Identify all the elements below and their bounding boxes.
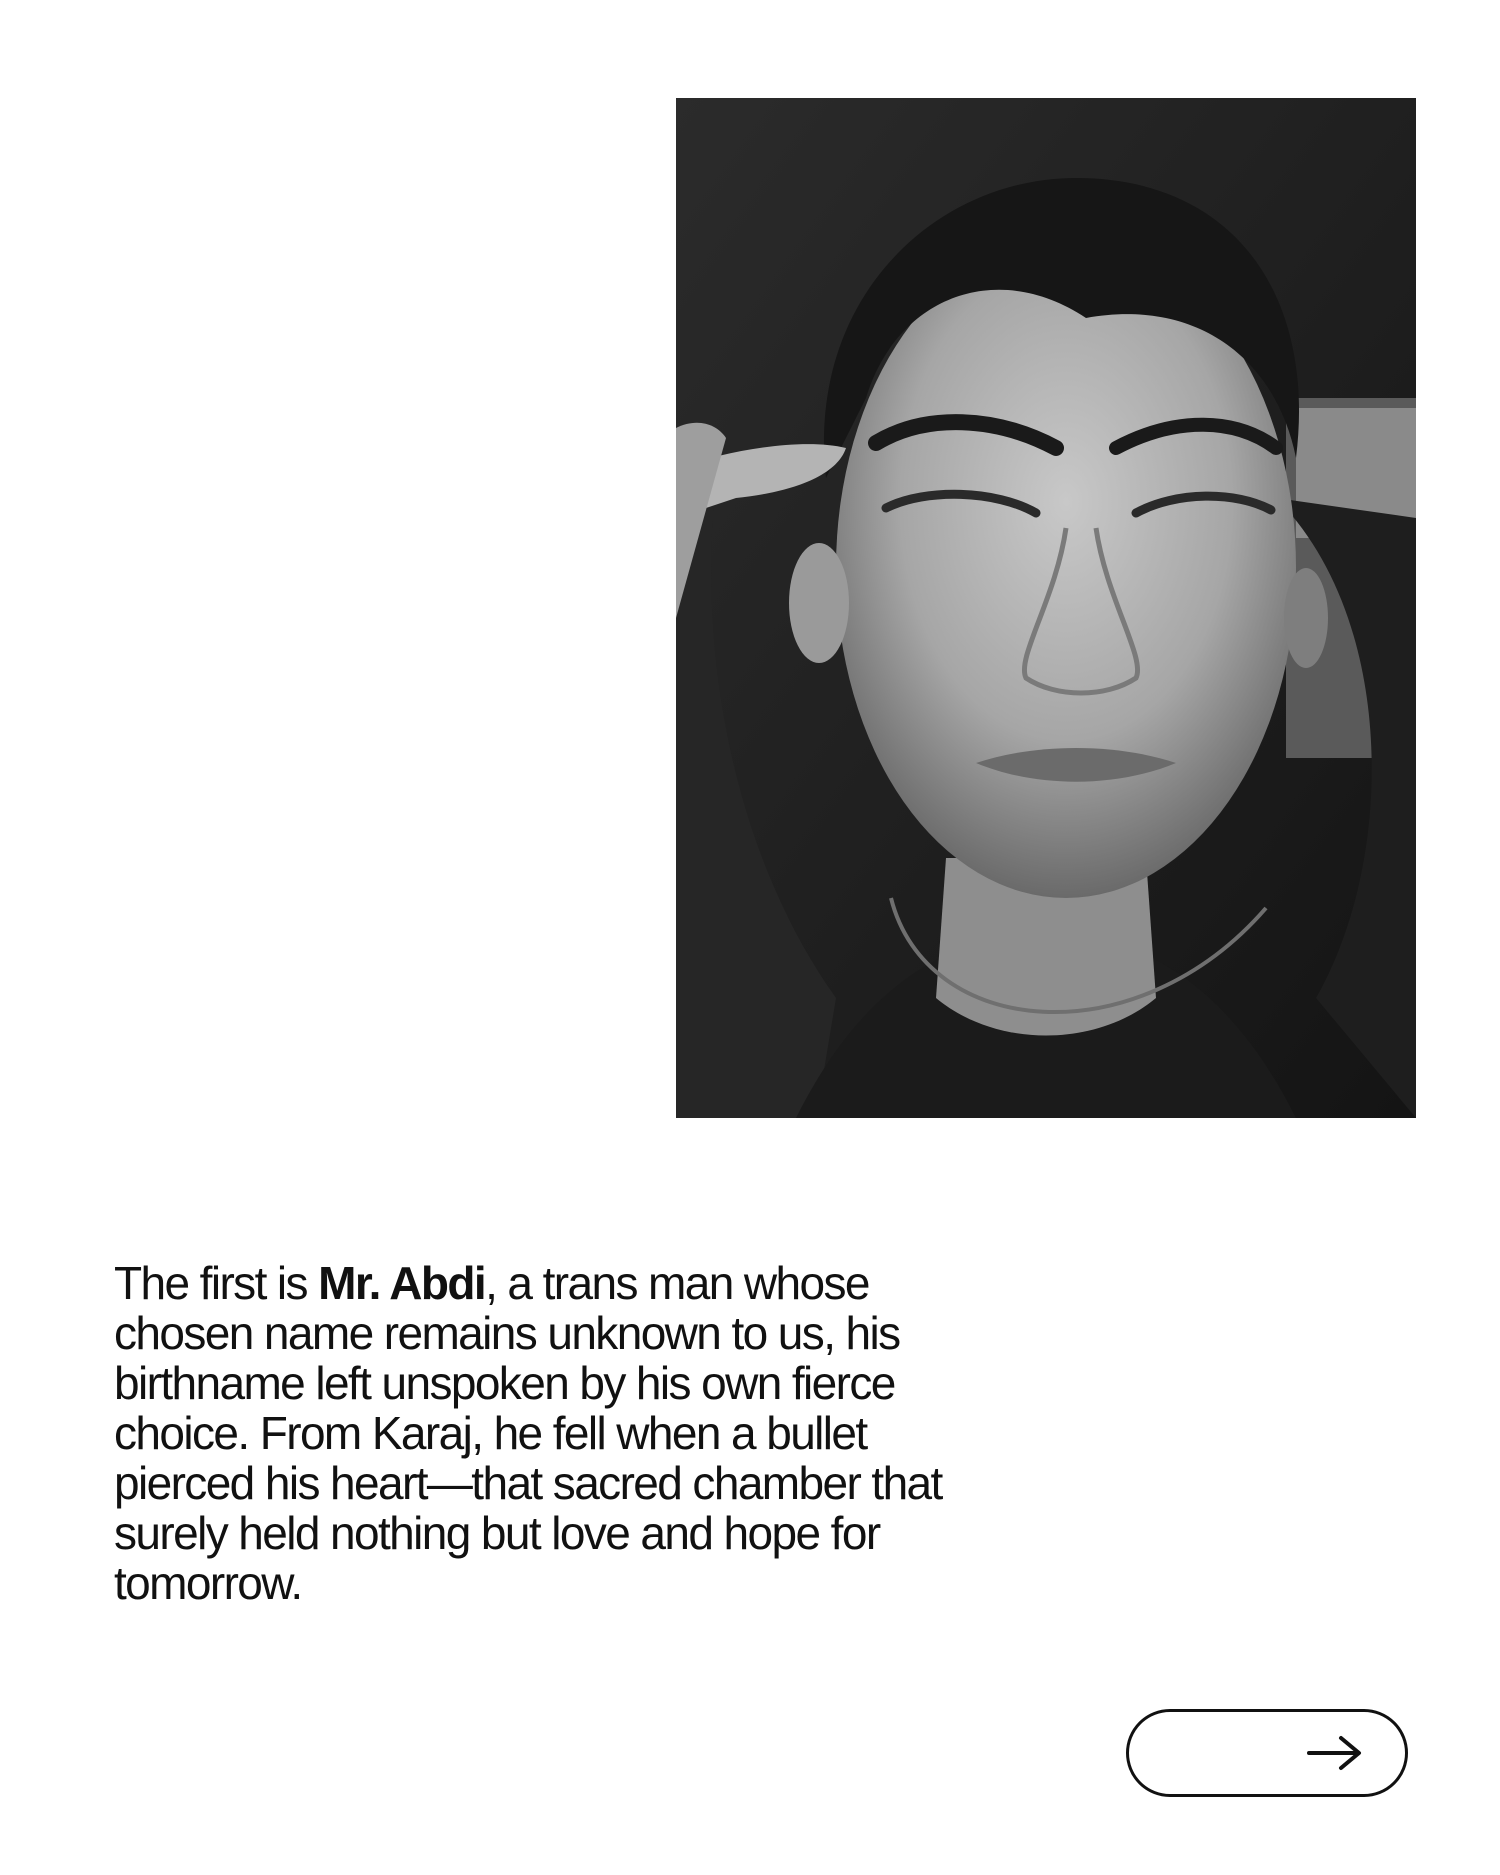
portrait-photo bbox=[676, 98, 1416, 1118]
arrow-right-icon bbox=[1307, 1735, 1363, 1771]
next-button[interactable] bbox=[1126, 1709, 1408, 1797]
caption-lead: The first is bbox=[114, 1257, 319, 1309]
caption-rest: , a trans man whose chosen name remains unknown to us, his birthname left unspoken by his own fierce choice. From Karaj, he fell when a bullet pierced his heart—that sacred chamber that surely held nothing but love and hope for tomorrow. bbox=[114, 1257, 942, 1609]
caption-text bbox=[114, 1258, 944, 1608]
caption-name: Mr. Abdi bbox=[318, 1257, 486, 1309]
portrait-photo-illustration bbox=[676, 98, 1416, 1118]
